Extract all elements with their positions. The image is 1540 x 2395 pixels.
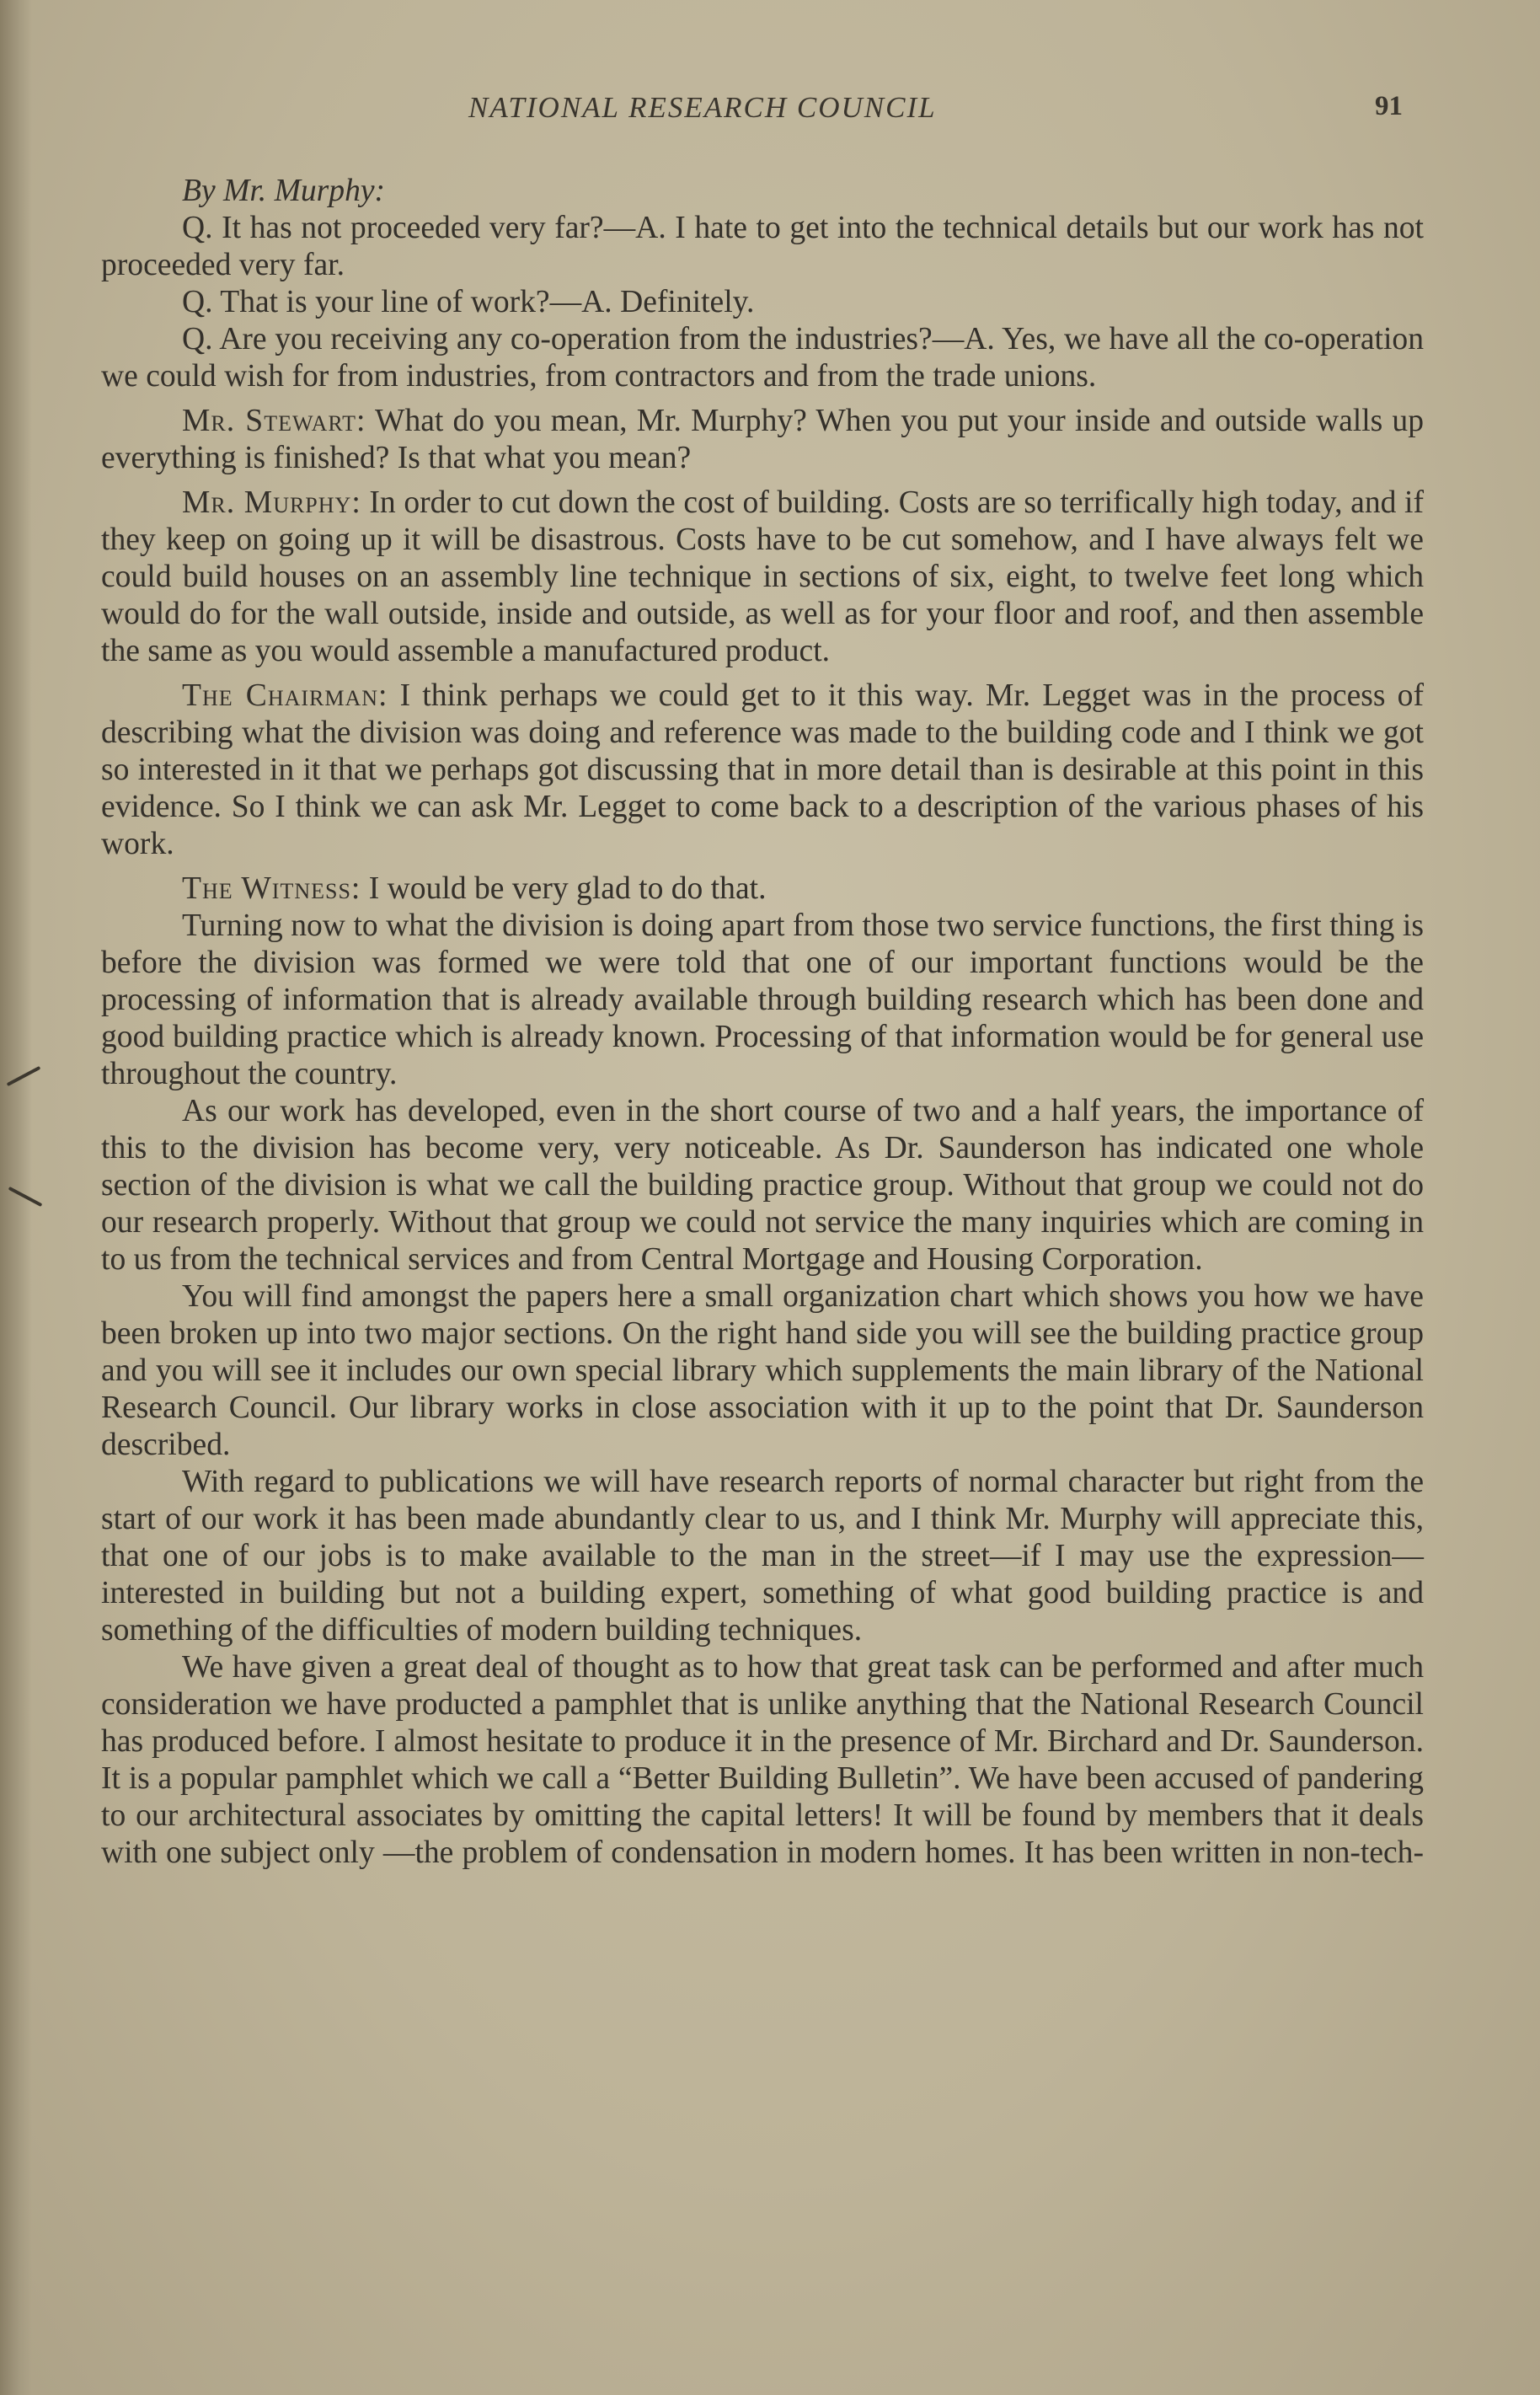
paragraph-functions: Turning now to what the division is doing apart from those two service functions, the first thing is before the division was formed we were told that one of our important functions would be the processing of information that is already available through building research which has been done and good building practice which is already known. Processing of that information would be for general use throughout the country. (101, 908, 1424, 1091)
paragraph-murphy (101, 485, 1424, 670)
paragraph-organization-chart: You will find amongst the papers here a small organization chart which shows you how we have been broken up into two major sections. On the right hand side you will see the building practice group and you will see it includes our own special library which supplements the main library of the National Research Council. Our library works in close association with it up to the point that Dr. Saunderson described. (101, 1279, 1424, 1462)
paragraph-q1: Q. It has not proceeded very far?—A. I hate to get into the technical details but our work has not proceeded very far. (101, 211, 1424, 282)
speech-text: I think perhaps we could get to it this way. Mr. Legget was in the process of describing what the division was doing and reference was made to the building code and I think we got so interested in it that we perhaps got discussing that in more detail than is desirable at this point in this evidence. So I think we can ask Mr. Legget to come back to a description of the various phases of his work. (101, 678, 1424, 861)
paragraph-q3: Q. Are you receiving any co-operation from the industries?—A. Yes, we have all the co-operation we could wish for from industries, from contractors and from the trade unions. (101, 322, 1424, 394)
speaker-name: Mr. Murphy: (182, 485, 361, 520)
body-text (101, 173, 1424, 1872)
speaker-name: The Chairman: (182, 678, 388, 713)
paragraph-chairman (101, 678, 1424, 863)
paragraph-practice-group: As our work has developed, even in the short course of two and a half years, the importance of this to the division has become very, very noticeable. As Dr. Saunderson has indicated one whole section of the division is what we call the building practice group. Without that group we could not do our research properly. Without that group we could not service the many inquiries which are coming in to us from the technical services and from Central Mortgage and Housing Corporation. (101, 1094, 1424, 1277)
paragraph-witness (101, 871, 1424, 908)
speech-text: In order to cut down the cost of building. Costs are so terrifically high today, and if they keep on going up it will be disastrous. Costs have to be cut somehow, and I have always felt we could build houses on an assembly line technique in sections of six, eight, to twelve feet long which would do for the wall outside, inside and outside, as well as for your floor and roof, and then assemble the same as you would assemble a manufactured product. (101, 485, 1424, 668)
page-number: 91 (1375, 91, 1403, 121)
speech-text: What do you mean, Mr. Murphy? When you put your inside and outside walls up everything is finished? Is that what you mean? (101, 404, 1425, 475)
paragraph-q2: Q. That is your line of work?—A. Definitely. (182, 285, 755, 319)
speech-text: I would be very glad to do that. (361, 871, 767, 906)
paragraph-stewart (101, 403, 1424, 477)
speaker-name: Mr. Stewart: (182, 404, 366, 438)
paragraph-publications: With regard to publications we will have research reports of normal character but right from the start of our work it has been made abundantly clear to us, and I think Mr. Murphy will appreciate this, that one of our jobs is to make available to the man in the street—if I may use the expression—interested in building but not a building expert, something of what good building practice is and something of the difficulties of modern building techniques. (101, 1465, 1424, 1648)
by-line: By Mr. Murphy: (182, 174, 386, 208)
paragraph-pamphlet: We have given a great deal of thought as to how that great task can be performed and after much consideration we have producted a pamphlet that is unlike anything that the National Research Council has produced before. I almost hesitate to produce it in the presence of Mr. Birchard and Dr. Saunderson. It is a popular pamphlet which we call a “Better Building Bulletin”. We have been accused of pandering to our architectural associates by omitting the capital letters! It will be found by members that it deals with one subject only —the problem of condensation in modern homes. It has been written in non-tech- (101, 1650, 1424, 1870)
speaker-name: The Witness: (182, 871, 361, 906)
running-header (0, 91, 1540, 133)
running-title: NATIONAL RESEARCH COUNCIL (468, 91, 937, 124)
